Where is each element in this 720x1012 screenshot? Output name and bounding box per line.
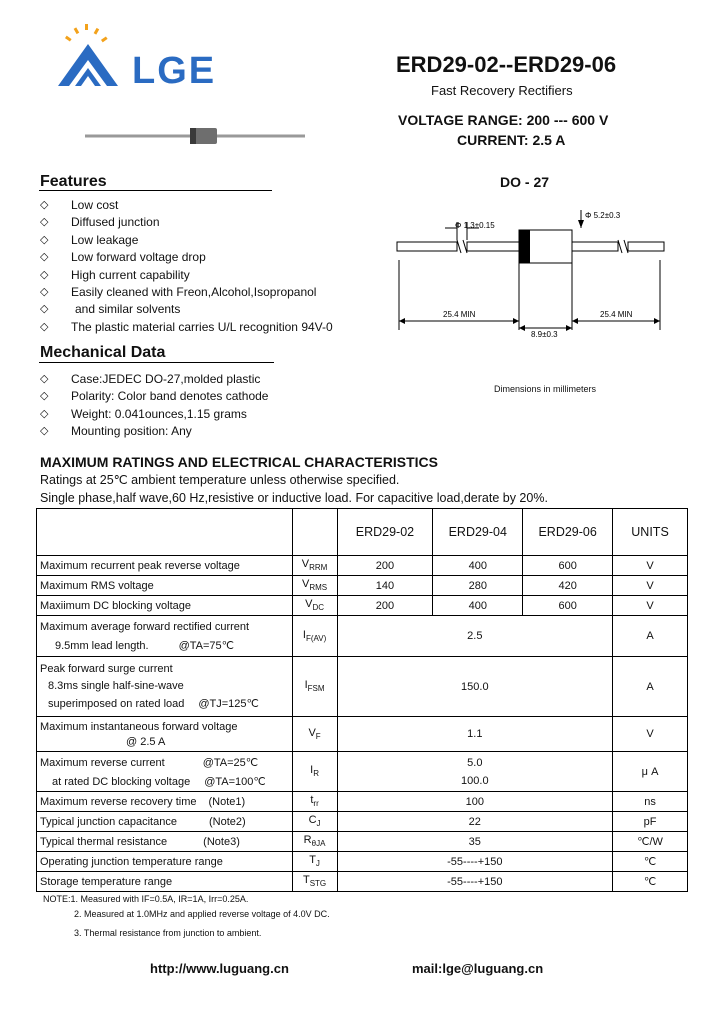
footnote-3: 3. Thermal resistance from junction to ambient.	[74, 928, 262, 938]
ratings-note-1: Ratings at 25℃ ambient temperature unless otherwise specified.	[40, 473, 400, 487]
logo-icon	[55, 22, 135, 92]
list-item: ◇ The plastic material carries U/L recognition 94V-0	[40, 319, 380, 336]
subtitle: Fast Recovery Rectifiers	[431, 83, 573, 98]
table-row: Maximum instantaneous forward voltage @ 2.5 A $V_F$ 1.1 V	[37, 717, 688, 752]
list-item: ◇ Polarity: Color band denotes cathode	[40, 388, 360, 405]
table-row: Peak forward surge current 8.3ms single half-sine-wave superimposed on rated load @TJ=125℃ $I_{FSM}$ 150.0 A	[37, 657, 688, 717]
package-name: DO - 27	[500, 174, 550, 190]
table-row: Maximum reverse recovery time (Note1) $t_{rr}$ 100 ns	[37, 792, 688, 812]
dim-body-diameter: Φ 5.2±0.3	[585, 211, 621, 220]
dim-lead-length-right: 25.4 MIN	[600, 310, 633, 319]
list-item: ◇ Low forward voltage drop	[40, 249, 380, 266]
ratings-table	[36, 508, 688, 892]
email-link[interactable]: mail:lge@luguang.cn	[412, 961, 544, 976]
current-rating: CURRENT: 2.5 A	[457, 132, 566, 148]
table-row: Operating junction temperature range $T_J$ -55----+150 ℃	[37, 852, 688, 872]
list-item: ◇ Diffused junction	[40, 214, 380, 231]
table-header-row	[37, 509, 688, 556]
list-item: ◇ and similar solvents	[40, 301, 380, 318]
col-header: ERD29-02	[337, 509, 433, 556]
table-row: Maximum reverse current @TA=25℃ at rated DC blocking voltage @TA=100℃ $I_R$ 5.0 100.0 μ A	[37, 752, 688, 792]
features-list	[40, 197, 380, 336]
table-row: Typical thermal resistance (Note3) $R_{\theta JA}$ 35 ℃/W	[37, 832, 688, 852]
logo-text: LGE	[132, 50, 217, 92]
col-header: UNITS	[613, 509, 688, 556]
list-item: ◇ Case:JEDEC DO-27,molded plastic	[40, 371, 360, 388]
list-item: ◇ Easily cleaned with Freon,Alcohol,Isopropanol	[40, 284, 380, 301]
package-drawing	[395, 200, 670, 345]
mechanical-list	[40, 371, 360, 441]
dim-lead-diameter: Φ 1.3±0.15	[455, 221, 495, 230]
footnote-1: NOTE:1. Measured with IF=0.5A, IR=1A, Irr=0.25A.	[43, 894, 249, 904]
table-row: Storage temperature range $T_{STG}$ -55----+150 ℃	[37, 872, 688, 892]
table-row: Maximum RMS voltage $V_{RMS}$ 140 280 420 V	[37, 576, 688, 596]
list-item: ◇ High current capability	[40, 267, 380, 284]
logo	[55, 22, 240, 92]
list-item: ◇ Low leakage	[40, 232, 380, 249]
list-item: ◇ Low cost	[40, 197, 380, 214]
table-row: Typical junction capacitance (Note2) $C_J$ 22 pF	[37, 812, 688, 832]
page-title: ERD29-02--ERD29-06	[396, 52, 617, 77]
dim-body-length: 8.9±0.3	[531, 330, 558, 339]
diode-photo	[85, 125, 305, 147]
mechanical-divider	[39, 362, 274, 363]
list-item: ◇ Mounting position: Any	[40, 423, 360, 440]
list-item: ◇ Weight: 0.041ounces,1.15 grams	[40, 406, 360, 423]
footnote-2: 2. Measured at 1.0MHz and applied reverse voltage of 4.0V DC.	[74, 909, 330, 919]
ratings-heading: MAXIMUM RATINGS AND ELECTRICAL CHARACTERISTICS	[40, 454, 438, 470]
website-link[interactable]: http://www.luguang.cn	[150, 961, 289, 976]
table-row: Maximum recurrent peak reverse voltage $V_{RRM}$ 200 400 600 V	[37, 556, 688, 576]
mechanical-heading: Mechanical Data	[40, 344, 166, 361]
voltage-range: VOLTAGE RANGE: 200 --- 600 V	[398, 112, 609, 128]
features-divider	[39, 190, 272, 191]
table-row: Maxiimum DC blocking voltage $V_{DC}$ 200 400 600 V	[37, 596, 688, 616]
ratings-note-2: Single phase,half wave,60 Hz,resistive or inductive load. For capacitive load,derate by 20%.	[40, 491, 548, 505]
features-heading: Features	[40, 173, 107, 190]
col-header: ERD29-04	[433, 509, 523, 556]
dimension-caption: Dimensions in millimeters	[494, 384, 597, 394]
dim-lead-length-left: 25.4 MIN	[443, 310, 476, 319]
table-row: Maximum average forward rectified current 9.5mm lead length. @TA=75℃ $I_{F(AV)}$ 2.5 A	[37, 616, 688, 657]
col-header: ERD29-06	[523, 509, 613, 556]
